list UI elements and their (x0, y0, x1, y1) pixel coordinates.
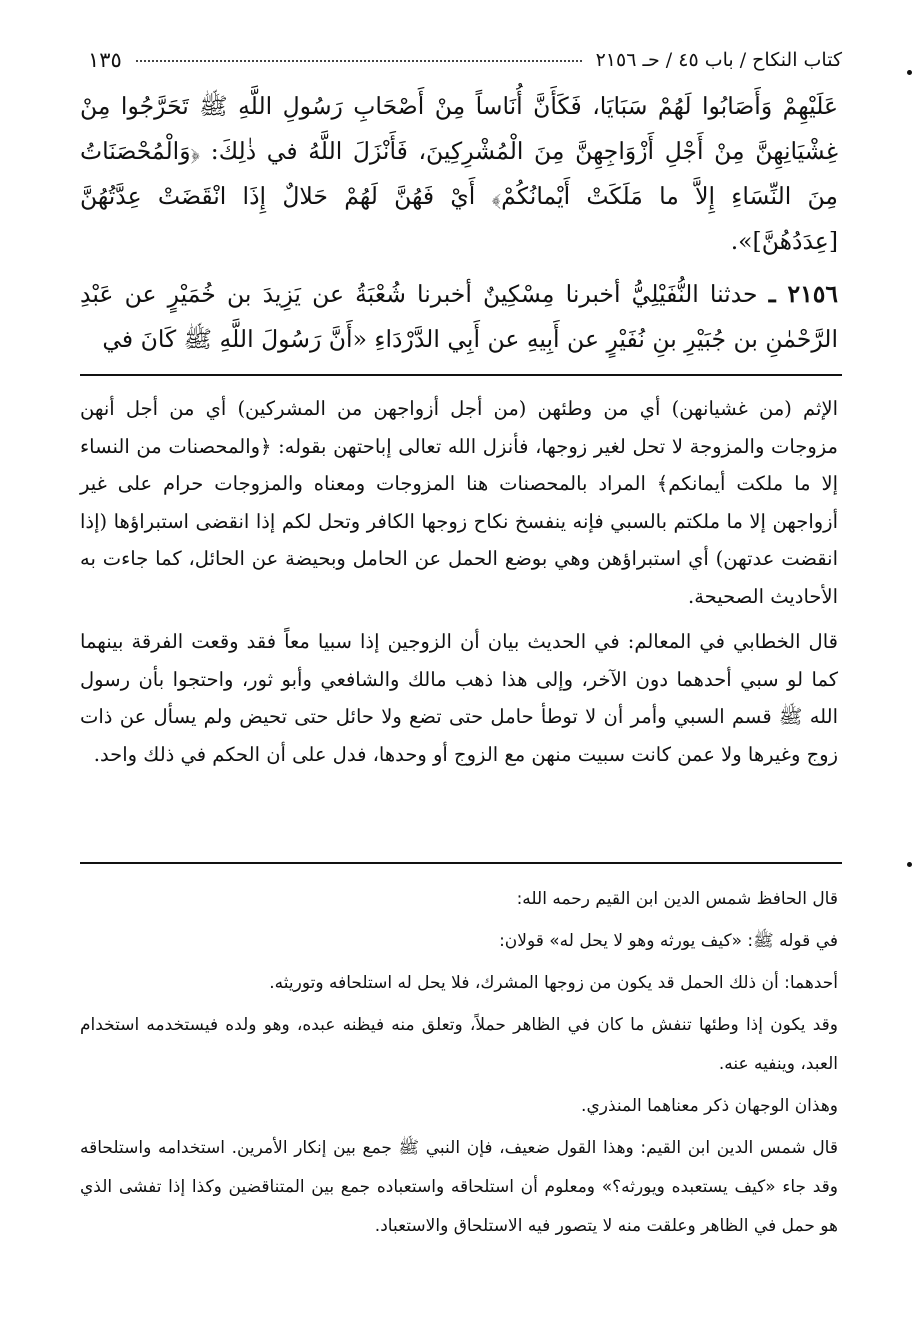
ibn-qayyim-line: أحدهما: أن ذلك الحمل قد يكون من زوجها المشرك، فلا يحل له استلحافه وتوريثه. (269, 973, 838, 993)
ibn-qayyim-line: في قوله ﷺ: «كيف يورثه وهو لا يحل له» قولان: (499, 931, 838, 951)
divider-line (80, 374, 842, 376)
khattabi-paragraph: قال الخطابي في المعالم: في الحديث بيان أن الزوجين إذا سبيا معاً فقد وقعت الفرقة بينهما كما لو سبي أحدهما دون الآخر، وإلى هذا ذهب مالك والشافعي وأبو ثور، واحتجوا بأن رسول الله ﷺ قسم السبي وأمر أن لا توطأ حامل حتى تضع ولا حائل حتى تحيض ولم يسأل عن ذات زوج وغيرها ولا عمن كانت سبيت منهن مع الزوج أو وحدها، فدل على أن الحكم في ذلك واحد. (80, 630, 838, 766)
commentary-paragraph: الإثم (من غشيانهن) أي من وطئهن (من أجل أزواجهن من المشركين) أي من أجل أنهن مزوجات والمزوجة لا تحل لغير زوجها، فأنزل الله تعالى إباحتهن بقوله: ﴿والمحصنات من النساء إلا ما ملكت أيمانكم﴾ المراد بالمحصنات هنا المزوجات ومعناه والمزوجات حرام على غير أزواجهن إلا ما ملكتم بالسبي فإنه ينفسخ نكاح زوجها الكافر وتحل لكم إذا انقضى استبراؤها (إذا انقضت عدتهن) أي استبراؤهن وهي بوضع الحمل عن الحامل وبحيضة عن الحائل، كما جاءت به الأحاديث الصحيحة. (80, 397, 838, 608)
ibn-qayyim-section (80, 880, 838, 1249)
hadith-paragraph (80, 272, 838, 362)
margin-dot (907, 862, 912, 867)
hadith-continuation: عَلَيْهِمْ وَأَصَابُوا لَهُمْ سَبَايَا، فَكَأَنَّ أُنَاساً مِنْ أَصْحَابِ رَسُولِ اللَّهِ ﷺ تَحَرَّجُوا مِنْ غِشْيَانِهِنَّ مِنْ أَجْلِ أَزْوَاجِهِنَّ مِنَ الْمُشْرِكِينَ، فَأَنْزَلَ اللَّهُ في ذٰلِكَ: ﴿وَالْمُحْصَنَاتُ مِنَ النِّسَاءِ إِلاَّ ما مَلَكَتْ أَيْمانُكُمْ﴾ أَيْ فَهُنَّ لَهُمْ حَلالٌ إِذَا انْقَضَتْ عِدَّتُهُنَّ [عِدَدُهُنَّ]». (80, 92, 838, 255)
header-dotted-leader (136, 59, 582, 62)
page-number: ١٣٥ (88, 48, 122, 72)
page-header (88, 42, 842, 78)
main-text (80, 84, 838, 362)
ibn-qayyim-line: وهذان الوجهان ذكر معناهما المنذري. (581, 1096, 838, 1116)
divider-line (80, 862, 842, 864)
ibn-qayyim-line: قال شمس الدين ابن القيم: وهذا القول ضعيف، فإن النبي ﷺ جمع بين إنكار الأمرين. استخدامه واستلحاقه وقد جاء «كيف يستعبده ويورثه؟» ومعلوم أن استلحاقه واستعباده جمع بين المتناقضين وكذا إذا تفشى الذي هو حمل في الظاهر وعلقت منه لا يتصور فيه الاستلحاق والاستعباد. (80, 1138, 838, 1236)
hadith-text: حدثنا النُّفَيْلِيُّ أخبرنا مِسْكِينٌ أخبرنا شُعْبَةُ عن يَزِيدَ بن خُمَيْرٍ عن عَبْدِ الرَّحْمٰنِ بن جُبَيْرِ بنِ نُفَيْرٍ عن أَبِيهِ عن أَبِي الدَّرْدَاءِ «أَنَّ رَسُولَ اللَّهِ ﷺ كَانَ في (80, 280, 838, 353)
hadith-number: ٢١٥٦ ـ (768, 280, 838, 308)
ibn-qayyim-line: وقد يكون إذا وطئها تنفش ما كان في الظاهر حملاً، وتعلق منه فيظنه عبده، وهو ولده فيستخدمه استخدام العبد، وينفيه عنه. (80, 1015, 838, 1074)
ibn-qayyim-heading: قال الحافظ شمس الدين ابن القيم رحمه الله: (516, 889, 838, 909)
margin-dot (907, 70, 912, 75)
commentary-section (80, 390, 838, 773)
running-title: كتاب النكاح / باب ٤٥ / حـ ٢١٥٦ (595, 49, 842, 71)
